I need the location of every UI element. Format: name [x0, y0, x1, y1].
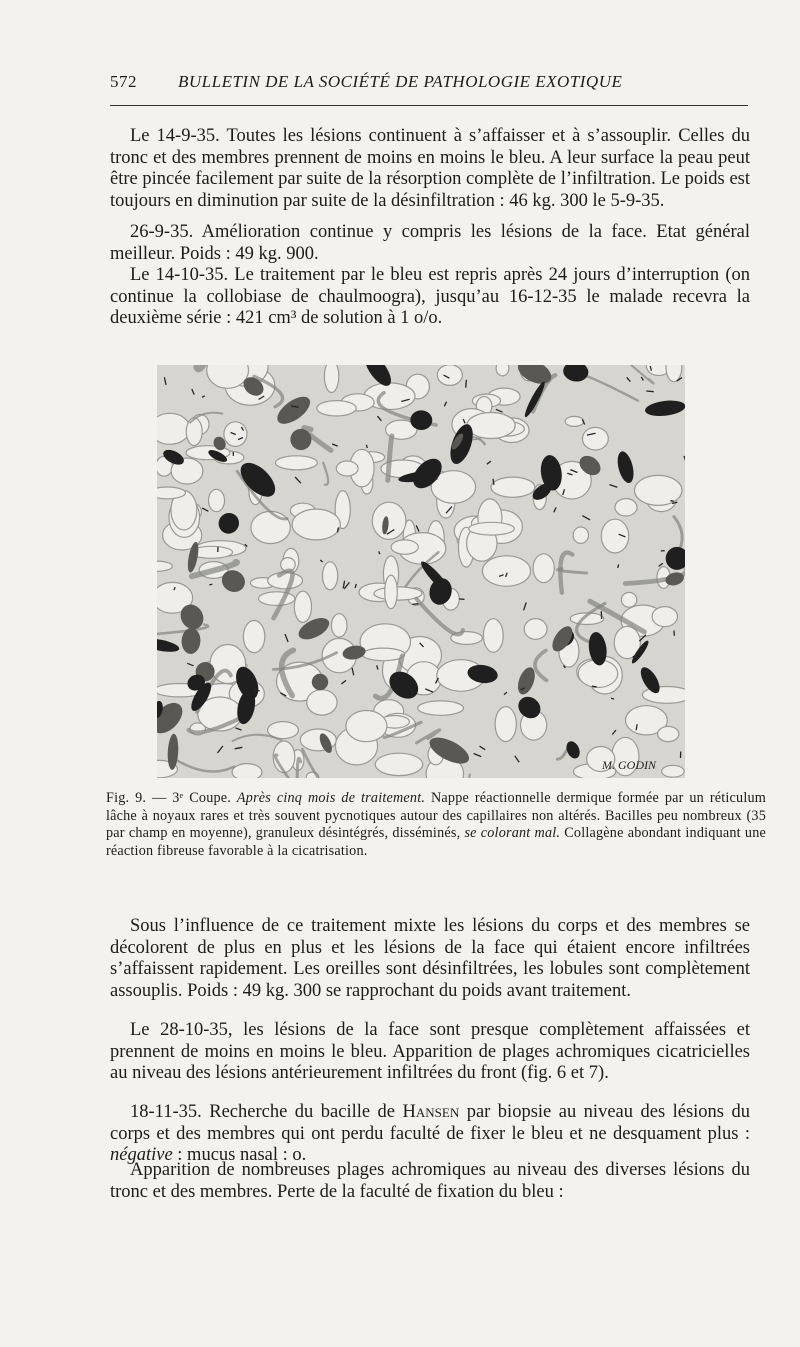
figure-signature: M. GODIN — [602, 758, 656, 772]
caption-body: Nappe réactionnelle dermique formée par un réticulum lâche à noyaux rares et très souvent pycnotiques autour des capillaires non altérés. Bacilles peu nombreux (35 par champ en moyenne), granuleux désintégrés, disséminés, — [106, 790, 766, 842]
vacuole-cell — [268, 572, 303, 588]
vacuole-cell — [323, 562, 338, 590]
vacuole-cell — [565, 416, 584, 426]
bacillus — [611, 698, 614, 699]
vacuole-cell — [658, 726, 679, 741]
caption-italic-2: se colorant mal. — [464, 825, 561, 842]
vacuole-cell — [336, 461, 358, 476]
vacuole-cell — [251, 511, 290, 543]
page-number: 572 — [110, 72, 137, 91]
vacuole-cell — [469, 522, 515, 535]
p6-mid: par biopsie au niveau des lésions du corps et des membres qui ont perdu faculté de fixer le bleu et ne desquament plus : — [110, 1102, 750, 1144]
vacuole-cell — [385, 575, 398, 609]
vacuole-cell — [652, 607, 677, 627]
vacuole-cell — [496, 365, 509, 376]
vacuole-cell — [573, 527, 588, 543]
bacillus — [592, 686, 597, 687]
vacuole-cell — [307, 690, 337, 715]
vacuole-cell — [437, 365, 462, 385]
vacuole-cell — [372, 502, 406, 539]
vacuole-cell — [294, 591, 311, 622]
histology-figure — [157, 365, 685, 778]
header-rule — [110, 105, 748, 106]
vacuole-cell — [232, 764, 262, 778]
vacuole-cell — [243, 621, 264, 653]
bacillus — [366, 445, 367, 448]
vacuole-cell — [346, 711, 387, 742]
vacuole-cell — [418, 701, 464, 715]
vacuole-cell — [324, 365, 338, 393]
paragraph-26-9-35: 26-9-35. Amélioration continue y compris les lésions de la face. Etat général meilleur. Poids : 49 kg. 900. — [110, 222, 750, 264]
micrograph-image — [157, 365, 685, 778]
vacuole-cell — [292, 509, 340, 540]
bacillus — [493, 479, 494, 485]
bacillus — [254, 690, 260, 691]
caption-end: Collagène abondant indiquant une réaction fibreuse favorable à la cicatrisation. — [106, 825, 766, 859]
vacuole-cell — [391, 540, 418, 554]
vacuole-cell — [621, 592, 636, 607]
vacuole-cell — [259, 592, 295, 606]
paragraph-14-9-35: Le 14-9-35. Toutes les lésions continuent à s’affaisser et à s’assouplir. Celles du tronc et des membres prennent de moins en moins le bleu. A leur surface la peau peut être pincée facilement par suite de la résorption complète de l’infiltration. Le poids est toujours en diminution par suite de la désinfiltration : 46 kg. 300 le 5-9-35. — [110, 126, 750, 211]
paragraph-apparition: Apparition de nombreuses plages achromiques au niveau des diverses lésions du tronc et des membres. Perte de la faculté de fixation du bleu : — [110, 1160, 750, 1202]
paragraph-influence: Sous l’influence de ce traitement mixte les lésions du corps et des membres se décolorent de plus en plus et les lésions de la face qui étaient encore infiltrées s’affaissent rapidement. Les oreilles sont désinfiltrées, les lobules sont complètement assouplis. Poids : 49 kg. 300 se rapprochant du poids avant traitement. — [110, 916, 750, 1001]
vacuole-cell — [491, 477, 535, 497]
bacillus — [670, 501, 673, 502]
p6-name: Hansen — [402, 1102, 460, 1122]
p6-negative: négative — [110, 1145, 173, 1165]
bacillus — [466, 380, 467, 388]
caption-intro: Fig. 9. — 3ᵉ Coupe. — [106, 790, 237, 806]
journal-title: BULLETIN DE LA SOCIÉTÉ DE PATHOLOGIE EXOTIQUE — [178, 72, 623, 91]
vacuole-cell — [495, 707, 516, 742]
p6-start: 18-11-35. Recherche du bacille de — [130, 1102, 403, 1122]
bacillus — [209, 584, 212, 585]
vacuole-cell — [662, 765, 685, 777]
vacuole-cell — [482, 556, 530, 586]
bacillus — [636, 724, 637, 730]
paragraph-14-10-35: Le 14-10-35. Le traitement par le bleu est repris après 24 jours d’interruption (on continue la collobiase de chaulmoogra), jusqu’au 16-12-35 le malade recevra la deuxième série : 421 cm³ de solution à 1 o/o. — [110, 265, 750, 328]
vacuole-cell — [317, 401, 356, 416]
vacuole-cell — [533, 554, 554, 583]
vacuole-cell — [615, 499, 637, 516]
paragraph-18-11-35 — [110, 1102, 750, 1167]
bacillus — [646, 391, 653, 392]
vacuole-cell — [157, 487, 186, 499]
bacillus — [412, 604, 418, 605]
vacuole-cell — [331, 614, 347, 637]
vacuole-cell — [635, 475, 682, 505]
vacuole-cell — [157, 413, 190, 444]
p6-end: : mucus nasal : o. — [172, 1145, 307, 1165]
vacuole-cell — [276, 456, 318, 470]
vacuole-cell — [375, 753, 422, 775]
vacuole-cell — [186, 418, 202, 446]
vacuole-cell — [467, 413, 515, 439]
vacuole-cell — [362, 648, 405, 661]
caption-italic-1: Après cinq mois de traitement. — [236, 790, 426, 806]
vacuole-cell — [483, 619, 503, 653]
figure-caption — [106, 790, 766, 860]
vacuole-cell — [583, 427, 609, 450]
vacuole-cell — [209, 489, 225, 511]
vacuole-cell — [524, 619, 547, 640]
paragraph-28-10-35: Le 28-10-35, les lésions de la face sont presque complètement affaissées et prennent de moins en moins le bleu. Apparition de plages achromiques cicatricielles au niveau des lésions antérieurement infiltrées du front (fig. 6 et 7). — [110, 1020, 750, 1083]
